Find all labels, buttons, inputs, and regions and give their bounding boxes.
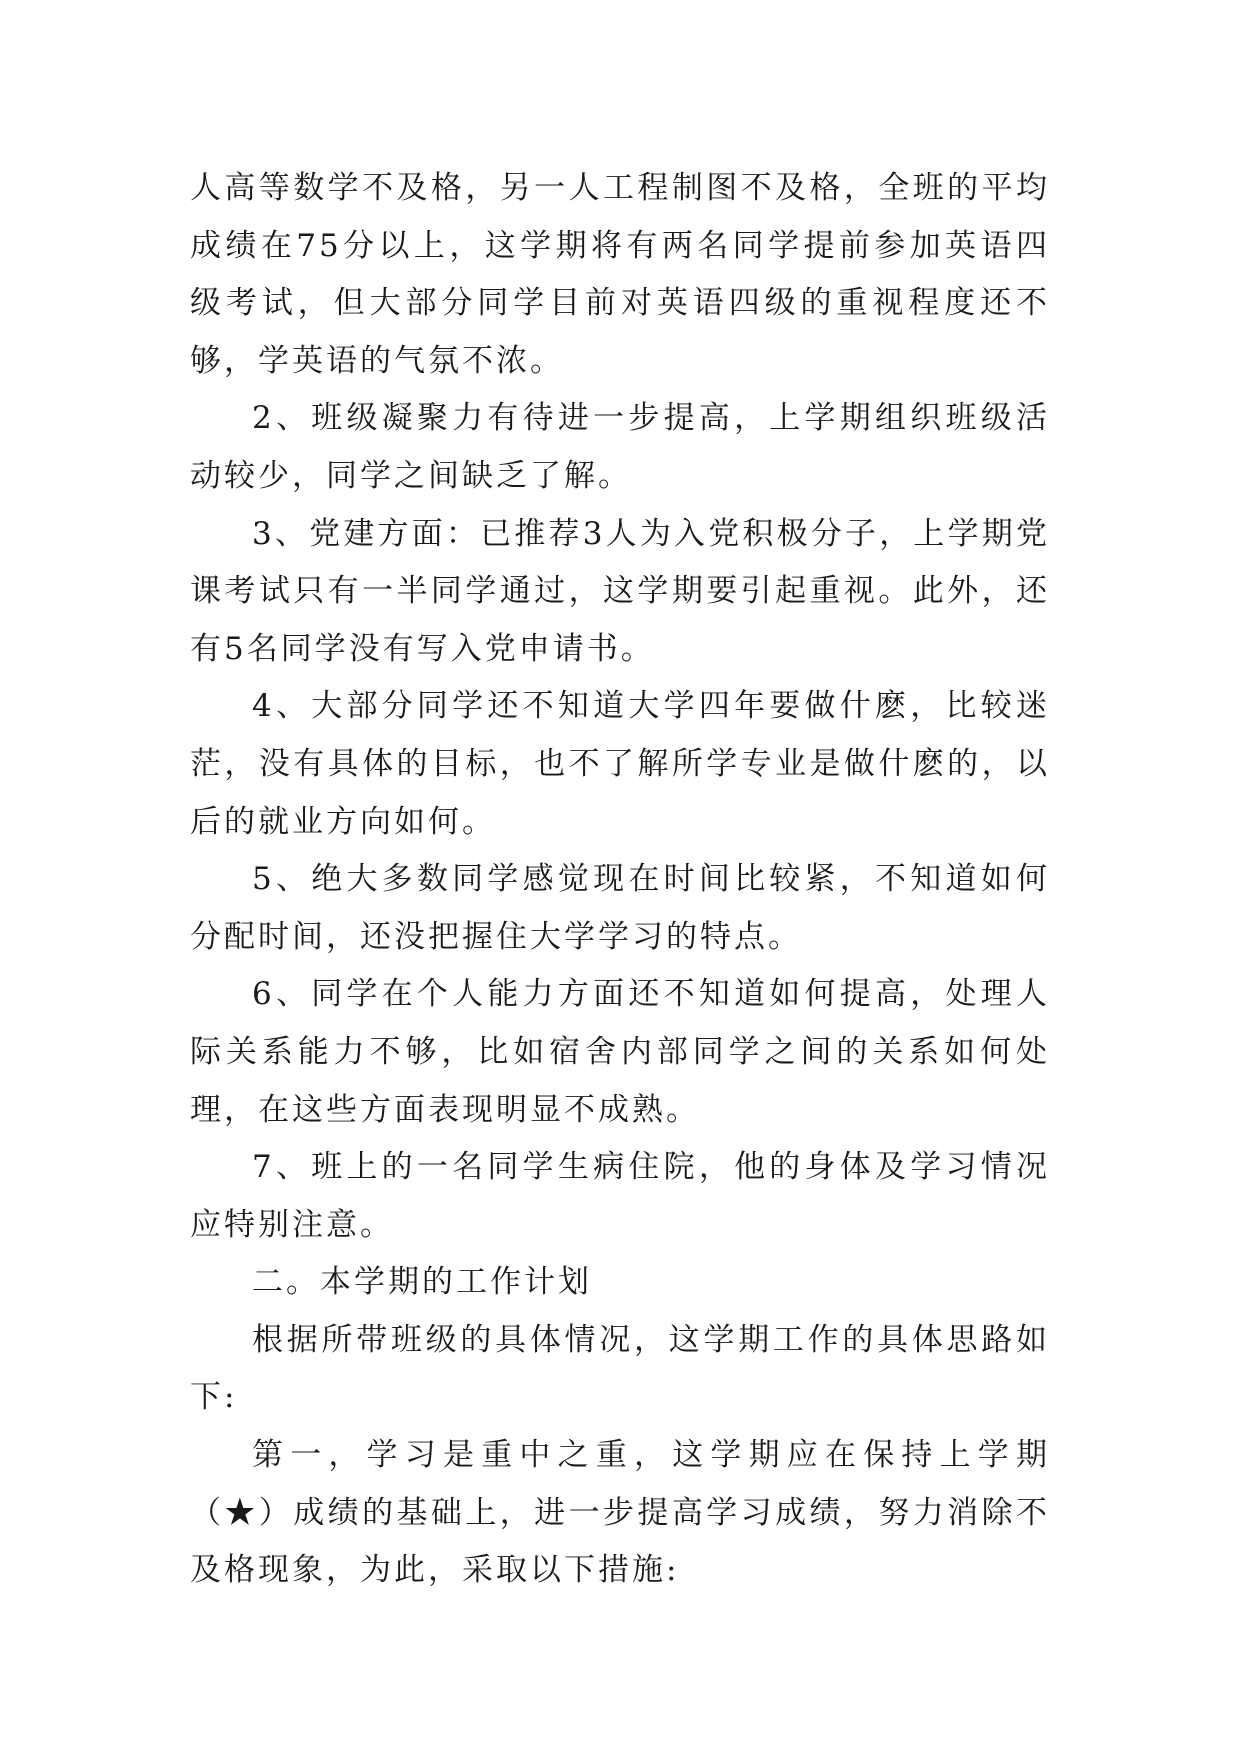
section-heading: 二。本学期的工作计划 [252, 1264, 592, 1301]
paragraph-4: 4、大部分同学还不知道大学四年要做什麽，比较迷茫，没有具体的目标，也不了解所学专业是做什麽的，以后的就业方向如何。 [190, 688, 1050, 840]
paragraph-5: 5、绝大多数同学感觉现在时间比较紧，不知道如何分配时间，还没把握住大学学习的特点。 [190, 861, 1050, 955]
paragraph-intro: 根据所带班级的具体情况，这学期工作的具体思路如下: [190, 1321, 1050, 1416]
paragraph-1: 人高等数学不及格，另一人工程制图不及格，全班的平均成绩在75分以上，这学期将有两名同学提前参加英语四级考试，但大部分同学目前对英语四级的重视程度还不够，学英语的气氛不浓。 [190, 170, 1050, 379]
paragraph-3: 3、党建方面：已推荐3人为入党积极分子，上学期党课考试只有一半同学通过，这学期要引起重视。此外，还有5名同学没有写入党申请书。 [190, 515, 1050, 667]
paragraph-6: 6、同学在个人能力方面还不知道如何提高，处理人际关系能力不够，比如宿舍内部同学之间的关系如何处理，在这些方面表现明显不成熟。 [190, 976, 1050, 1128]
paragraph-2: 2、班级凝聚力有待进一步提高，上学期组织班级活动较少，同学之间缺乏了解。 [190, 400, 1050, 494]
paragraph-first: 第一，学习是重中之重，这学期应在保持上学期（★）成绩的基础上，进一步提高学习成绩，努力消除不及格现象，为此，采取以下措施: [190, 1437, 1050, 1589]
document-body [190, 160, 1050, 1600]
paragraph-7: 7、班上的一名同学生病住院，他的身体及学习情况应特别注意。 [190, 1149, 1050, 1243]
